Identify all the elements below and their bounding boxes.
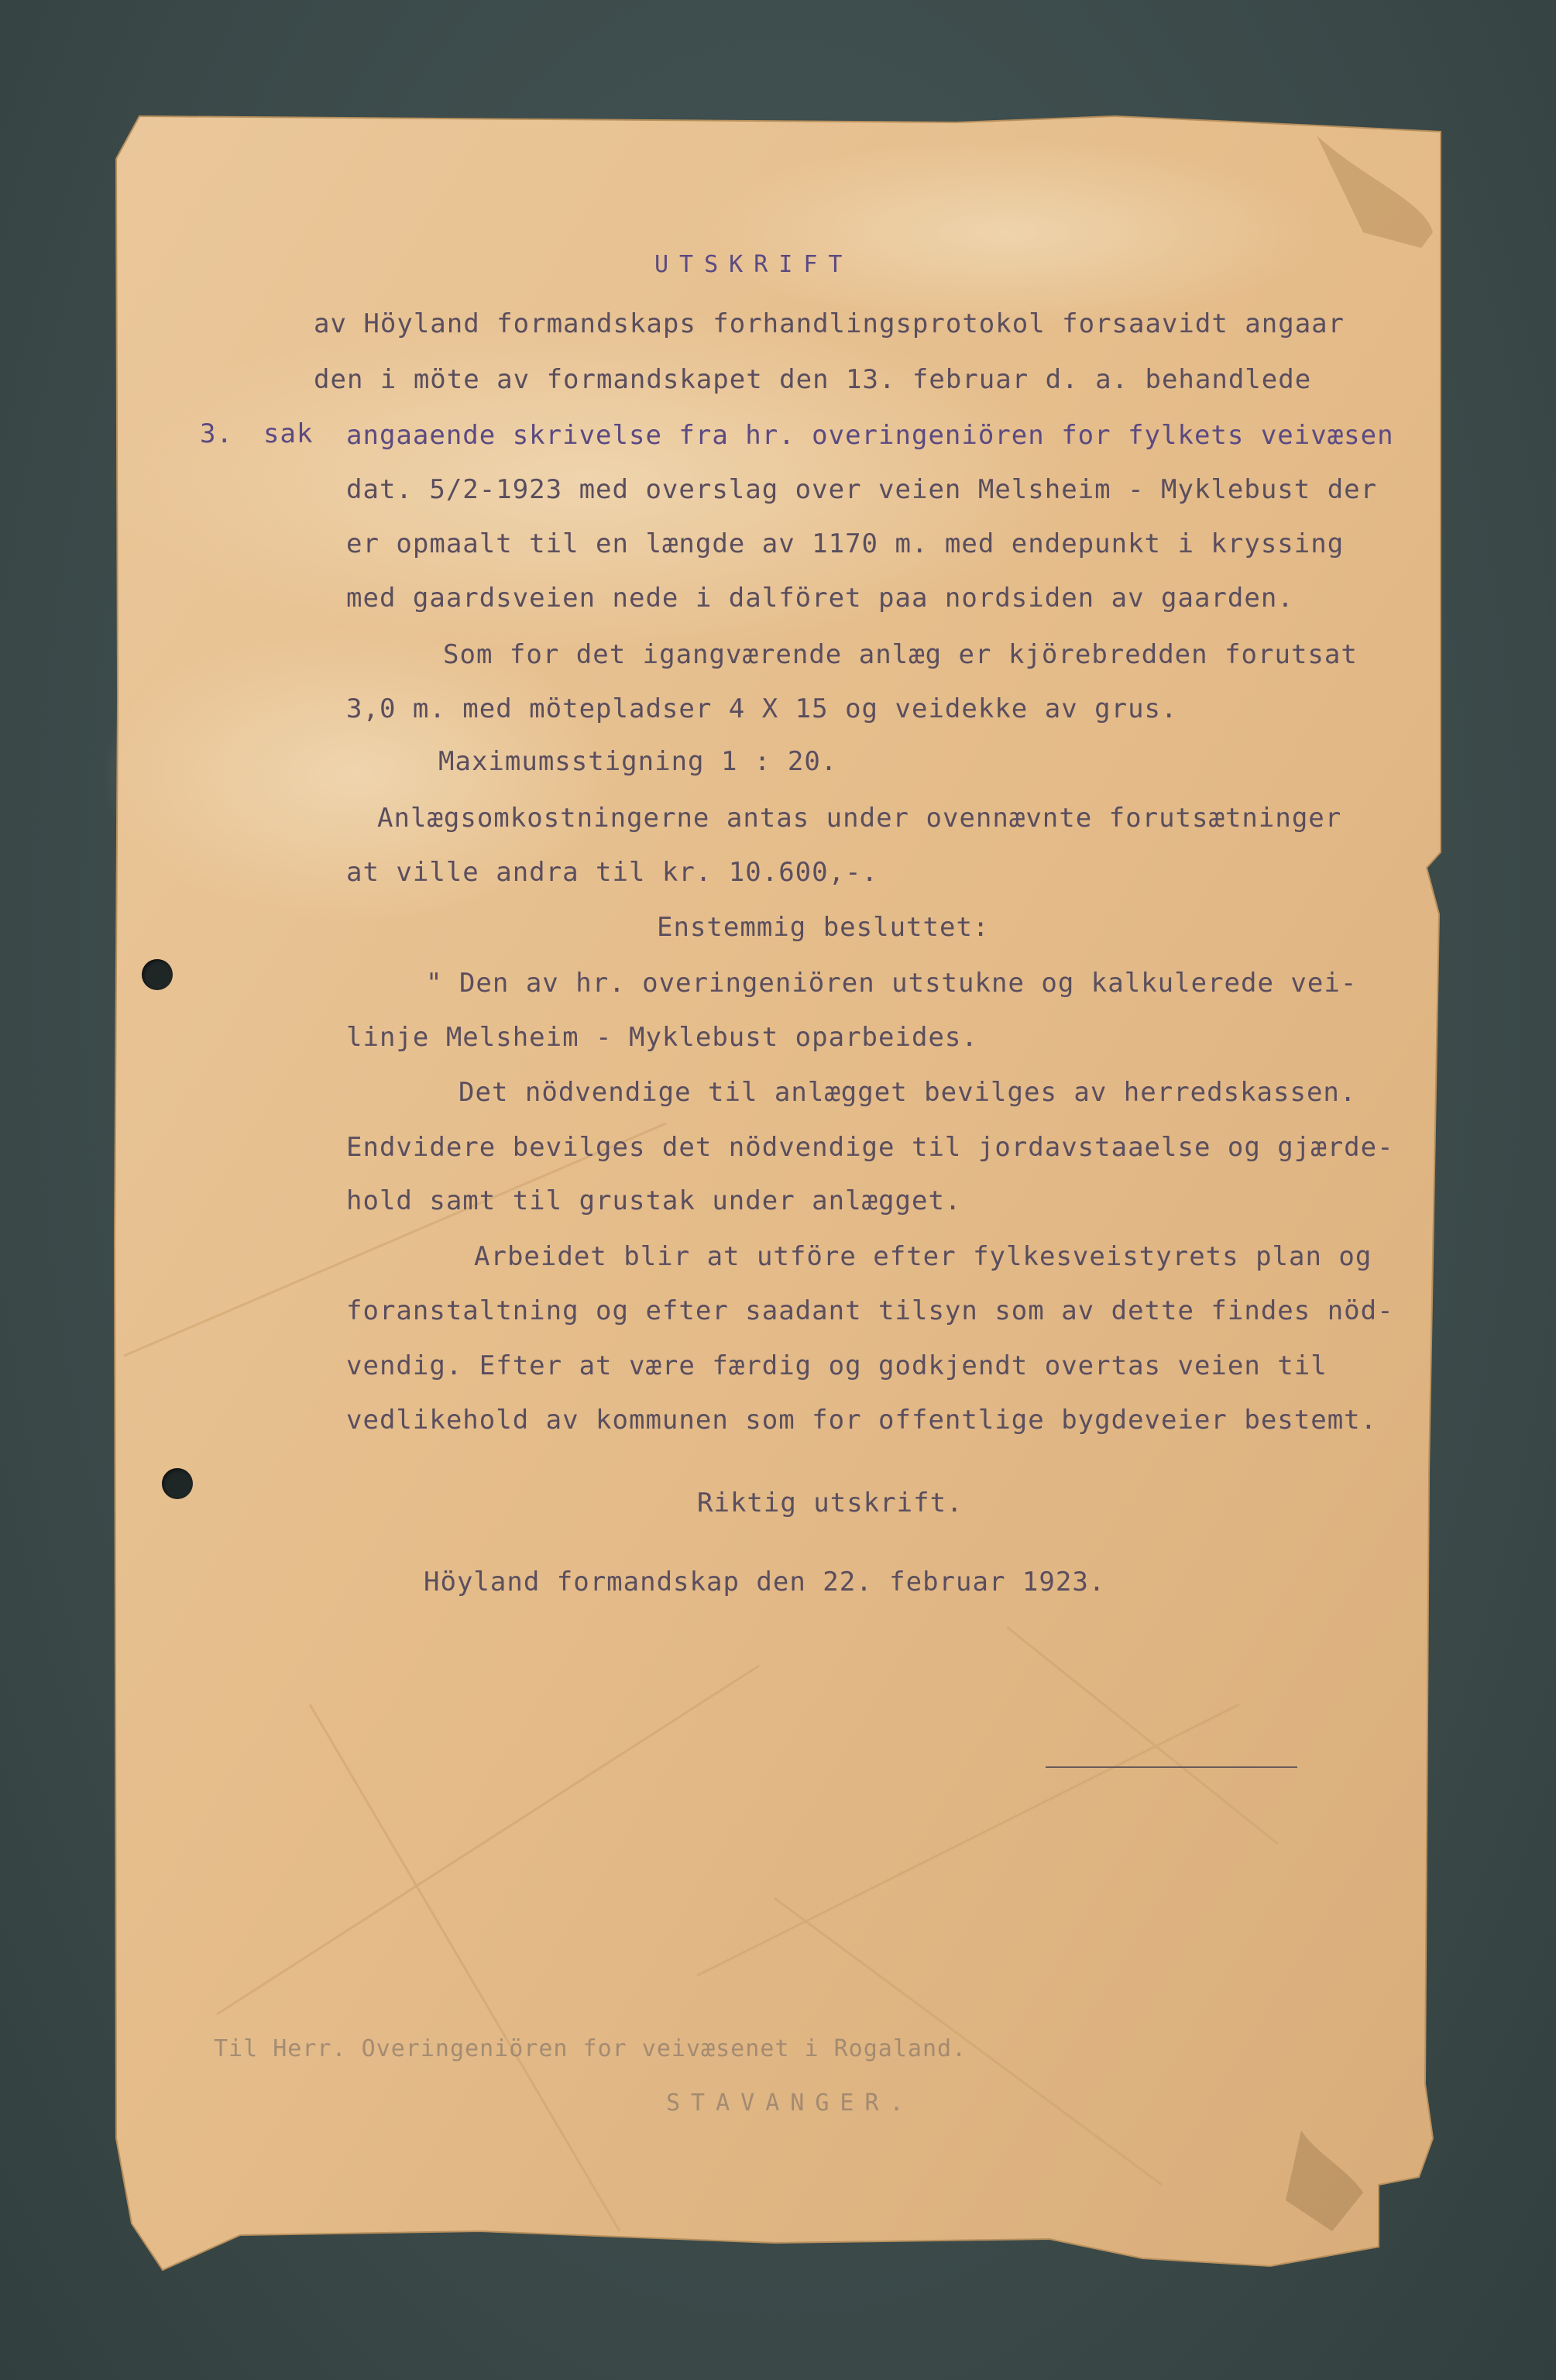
case-label: sak — [263, 418, 314, 449]
line-14: linje Melsheim - Myklebust oparbeides. — [346, 1022, 978, 1053]
line-1: av Höyland formandskaps forhandlingsprotokol forsaavidt angaar — [314, 308, 1345, 339]
line-21: vedlikehold av kommunen som for offentlige bygdeveier bestemt. — [346, 1405, 1378, 1436]
line-15: Det nödvendige til anlægget bevilges av herredskassen. — [459, 1077, 1357, 1108]
addressee-line: Til Herr. Overingeniören for veivæsenet i Rogaland. — [214, 2035, 967, 2062]
line-9: Maximumsstigning 1 : 20. — [438, 746, 838, 777]
binder-hole-bottom — [162, 1468, 193, 1499]
line-10: Anlægsomkostningerne antas under ovennævnte forutsætninger — [377, 803, 1342, 834]
case-number: 3. — [200, 418, 233, 449]
binder-hole-top — [142, 959, 173, 990]
line-11: at ville andra til kr. 10.600,-. — [346, 857, 879, 888]
line-18: Arbeidet blir at utföre efter fylkesveistyrets plan og — [474, 1241, 1372, 1272]
line-19: foranstaltning og efter saadant tilsyn som av dette findes nöd- — [346, 1295, 1394, 1326]
line-13: " Den av hr. overingeniören utstukne og kalkulerede vei- — [426, 968, 1358, 999]
line-20: vendig. Efter at være færdig og godkjendt overtas veien til — [346, 1350, 1328, 1381]
line-8: 3,0 m. med mötepladser 4 X 15 og veidekke av grus. — [346, 693, 1178, 724]
signature-line — [1046, 1766, 1297, 1768]
addressee-city: STAVANGER. — [666, 2089, 915, 2117]
line-3: angaaende skrivelse fra hr. overingeniören for fylkets veivæsen — [346, 420, 1394, 451]
line-5: er opmaalt til en længde av 1170 m. med endepunkt i kryssing — [346, 528, 1345, 559]
line-6: med gaardsveien nede i dalföret paa nordsiden av gaarden. — [346, 583, 1294, 614]
line-2: den i möte av formandskapet den 13. februar d. a. behandlede — [314, 364, 1312, 395]
certification: Riktig utskrift. — [697, 1488, 963, 1518]
line-7: Som for det igangværende anlæg er kjörebredden forutsat — [443, 639, 1358, 670]
place-date: Höyland formandskap den 22. februar 1923. — [424, 1567, 1106, 1598]
line-12: Enstemmig besluttet: — [657, 912, 990, 943]
document-title: UTSKRIFT — [654, 251, 854, 278]
line-17: hold samt til grustak under anlægget. — [346, 1185, 962, 1216]
line-4: dat. 5/2-1923 med overslag over veien Melsheim - Myklebust der — [346, 474, 1378, 505]
line-16: Endvidere bevilges det nödvendige til jordavstaaelse og gjærde- — [346, 1132, 1394, 1163]
